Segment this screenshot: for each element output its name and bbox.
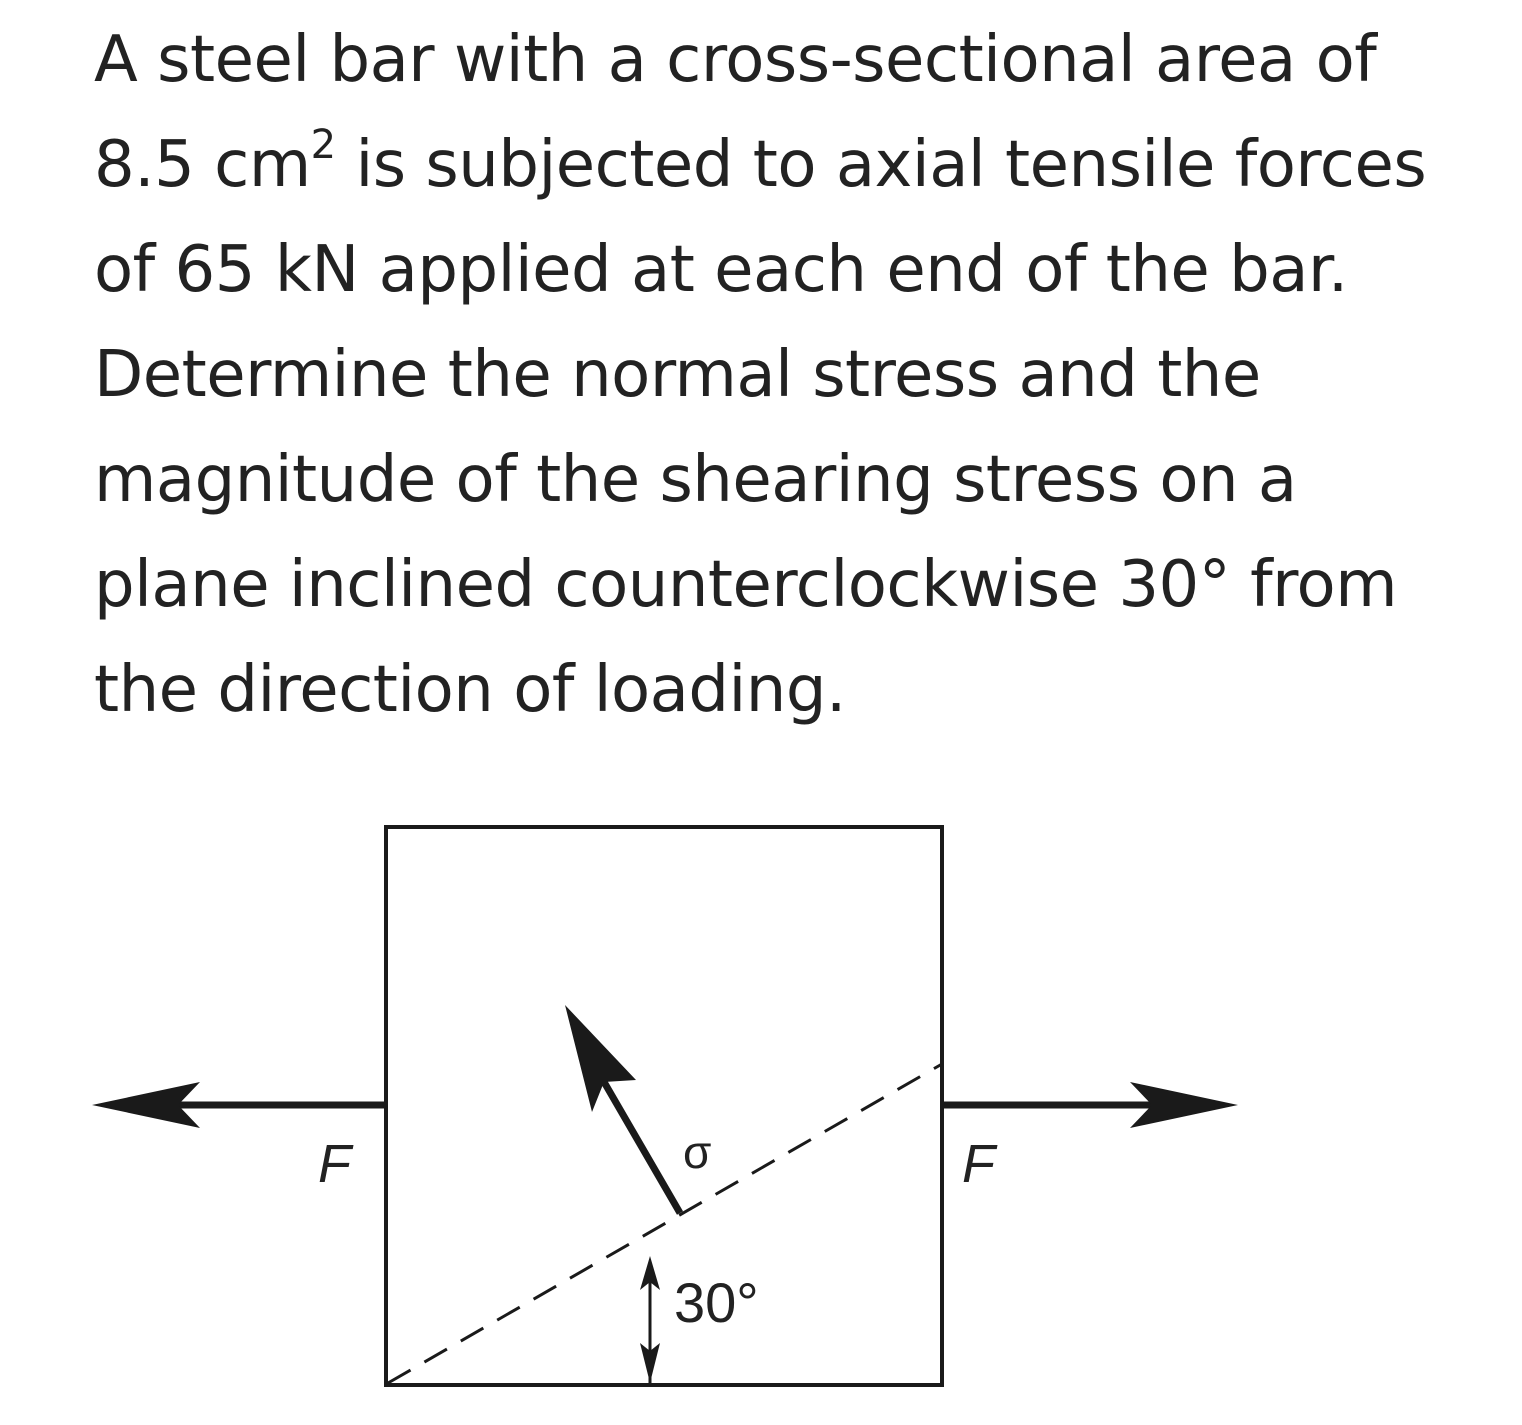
problem-line-2 — [94, 113, 1494, 218]
stress-symbol-sigma: σ — [683, 1126, 712, 1178]
stress-element-box — [386, 827, 942, 1385]
problem-line-1: A steel bar with a cross-sectional area of — [94, 23, 1377, 97]
problem-line-3: of 65 kN applied at each end of the bar. — [94, 233, 1348, 307]
problem-statement — [94, 8, 1494, 743]
problem-line-5: magnitude of the shearing stress on a — [94, 443, 1297, 517]
problem-line-6: plane inclined counterclockwise 30° from — [94, 548, 1398, 622]
problem-line-4: Determine the normal stress and the — [94, 338, 1261, 412]
angle-label: 30° — [674, 1271, 759, 1334]
area-value: 8.5 cm — [94, 128, 311, 202]
force-label-left: F — [318, 1134, 351, 1194]
stress-element-diagram — [0, 790, 1522, 1425]
problem-line-2-rest: is subjected to axial tensile forces — [335, 128, 1427, 202]
problem-line-7: the direction of loading. — [94, 653, 846, 727]
area-unit-exponent: 2 — [310, 121, 336, 168]
force-label-right: F — [962, 1134, 995, 1194]
inclined-plane-line — [388, 1064, 942, 1383]
normal-stress-arrow-shaft — [600, 1075, 680, 1213]
normal-stress-arrowhead — [565, 1005, 636, 1112]
